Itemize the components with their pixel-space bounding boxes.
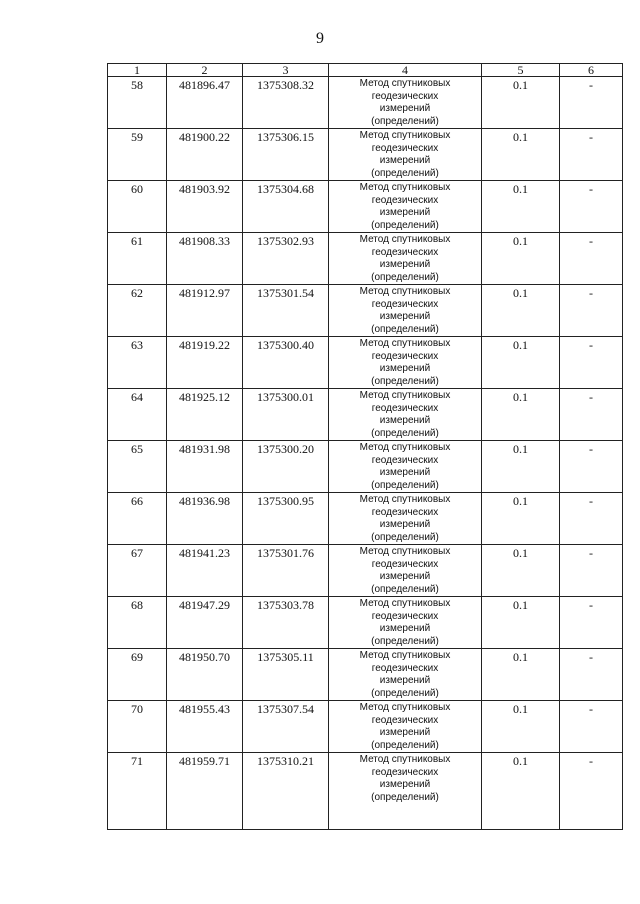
y-coordinate-cell (243, 597, 329, 649)
note-cell-text: - (589, 598, 593, 612)
method-line: Метод спутниковых (359, 78, 451, 89)
method-line: (определений) (371, 479, 439, 491)
method-line: Метод спутниковых (359, 754, 451, 765)
point-number-cell (108, 545, 167, 597)
note-cell (560, 493, 623, 545)
method-cell (329, 753, 482, 830)
note-cell (560, 701, 623, 753)
y-coordinate-cell-text: 1375300.01 (257, 390, 314, 404)
table-row (108, 597, 623, 649)
point-number-cell-text: 62 (131, 286, 143, 300)
method-line: Метод спутниковых (359, 494, 451, 505)
point-number-cell (108, 77, 167, 129)
accuracy-cell (482, 649, 560, 701)
x-coordinate-cell (167, 233, 243, 285)
header-cell-5: 5 (482, 64, 560, 77)
point-number-cell (108, 337, 167, 389)
method-line: измерений (379, 519, 431, 530)
method-line: измерений (379, 155, 431, 166)
point-number-cell (108, 597, 167, 649)
accuracy-cell (482, 77, 560, 129)
method-cell (329, 337, 482, 389)
method-cell (329, 701, 482, 753)
y-coordinate-cell-text: 1375310.21 (257, 754, 314, 768)
accuracy-cell-text: 0.1 (513, 650, 528, 664)
x-coordinate-cell (167, 649, 243, 701)
x-coordinate-cell-text: 481931.98 (179, 442, 230, 456)
x-coordinate-cell (167, 441, 243, 493)
y-coordinate-cell (243, 285, 329, 337)
accuracy-cell (482, 597, 560, 649)
method-line: Метод спутниковых (359, 286, 451, 297)
note-cell-text: - (589, 338, 593, 352)
x-coordinate-cell-text: 481896.47 (179, 78, 230, 92)
method-line: геодезических (371, 714, 439, 726)
method-line: (определений) (371, 531, 439, 543)
method-line: геодезических (371, 142, 439, 154)
note-cell-text: - (589, 442, 593, 456)
accuracy-cell-text: 0.1 (513, 338, 528, 352)
header-cell-6: 6 (560, 64, 623, 77)
note-cell (560, 285, 623, 337)
note-cell (560, 233, 623, 285)
method-line: Метод спутниковых (359, 390, 451, 401)
table-row (108, 233, 623, 285)
accuracy-cell-text: 0.1 (513, 78, 528, 92)
y-coordinate-cell-text: 1375304.68 (257, 182, 314, 196)
accuracy-cell-text: 0.1 (513, 390, 528, 404)
y-coordinate-cell (243, 389, 329, 441)
note-cell-text: - (589, 546, 593, 560)
accuracy-cell (482, 337, 560, 389)
accuracy-cell (482, 701, 560, 753)
method-line: (определений) (371, 635, 439, 647)
note-cell-text: - (589, 754, 593, 768)
table-row (108, 389, 623, 441)
x-coordinate-cell (167, 285, 243, 337)
x-coordinate-cell (167, 597, 243, 649)
method-cell (329, 181, 482, 233)
point-number-cell (108, 701, 167, 753)
table-row (108, 649, 623, 701)
y-coordinate-cell-text: 1375300.40 (257, 338, 314, 352)
x-coordinate-cell-text: 481959.71 (179, 754, 230, 768)
note-cell (560, 545, 623, 597)
y-coordinate-cell (243, 77, 329, 129)
method-line: геодезических (371, 246, 439, 258)
method-line: (определений) (371, 115, 439, 127)
accuracy-cell-text: 0.1 (513, 234, 528, 248)
method-cell (329, 77, 482, 129)
note-cell-text: - (589, 650, 593, 664)
method-line: Метод спутниковых (359, 338, 451, 349)
method-line: Метод спутниковых (359, 702, 451, 713)
x-coordinate-cell (167, 753, 243, 830)
y-coordinate-cell (243, 129, 329, 181)
table-row (108, 701, 623, 753)
point-number-cell (108, 493, 167, 545)
table-row (108, 545, 623, 597)
note-cell-text: - (589, 286, 593, 300)
accuracy-cell (482, 285, 560, 337)
note-cell-text: - (589, 130, 593, 144)
x-coordinate-cell-text: 481936.98 (179, 494, 230, 508)
note-cell-text: - (589, 78, 593, 92)
table-row (108, 441, 623, 493)
point-number-cell-text: 63 (131, 338, 143, 352)
header-cell-1: 1 (108, 64, 167, 77)
method-line: (определений) (371, 375, 439, 387)
accuracy-cell (482, 441, 560, 493)
method-line: измерений (379, 311, 431, 322)
x-coordinate-cell-text: 481919.22 (179, 338, 230, 352)
accuracy-cell-text: 0.1 (513, 286, 528, 300)
method-line: (определений) (371, 271, 439, 283)
method-line: измерений (379, 415, 431, 426)
note-cell (560, 753, 623, 830)
accuracy-cell (482, 493, 560, 545)
method-line: измерений (379, 207, 431, 218)
table-row (108, 77, 623, 129)
x-coordinate-cell-text: 481947.29 (179, 598, 230, 612)
y-coordinate-cell-text: 1375305.11 (257, 650, 314, 664)
method-cell (329, 597, 482, 649)
y-coordinate-cell (243, 441, 329, 493)
point-number-cell (108, 753, 167, 830)
method-line: Метод спутниковых (359, 546, 451, 557)
method-cell (329, 441, 482, 493)
method-line: Метод спутниковых (359, 598, 451, 609)
y-coordinate-cell (243, 233, 329, 285)
method-line: геодезических (371, 610, 439, 622)
method-cell (329, 649, 482, 701)
method-line: геодезических (371, 298, 439, 310)
method-line: Метод спутниковых (359, 130, 451, 141)
method-line: геодезических (371, 558, 439, 570)
method-line: (определений) (371, 219, 439, 231)
accuracy-cell-text: 0.1 (513, 702, 528, 716)
y-coordinate-cell-text: 1375302.93 (257, 234, 314, 248)
table-header-row (108, 64, 623, 77)
y-coordinate-cell-text: 1375301.54 (257, 286, 314, 300)
note-cell-text: - (589, 234, 593, 248)
y-coordinate-cell-text: 1375300.20 (257, 442, 314, 456)
method-line: измерений (379, 675, 431, 686)
method-line: геодезических (371, 506, 439, 518)
method-line: измерений (379, 103, 431, 114)
note-cell (560, 181, 623, 233)
point-number-cell (108, 129, 167, 181)
method-line: геодезических (371, 90, 439, 102)
accuracy-cell-text: 0.1 (513, 494, 528, 508)
y-coordinate-cell (243, 181, 329, 233)
point-number-cell-text: 70 (131, 702, 143, 716)
method-line: измерений (379, 259, 431, 270)
method-line: (определений) (371, 791, 439, 803)
accuracy-cell (482, 181, 560, 233)
method-line: Метод спутниковых (359, 650, 451, 661)
point-number-cell-text: 69 (131, 650, 143, 664)
header-cell-3: 3 (243, 64, 329, 77)
point-number-cell-text: 67 (131, 546, 143, 560)
accuracy-cell-text: 0.1 (513, 182, 528, 196)
x-coordinate-cell-text: 481900.22 (179, 130, 230, 144)
y-coordinate-cell-text: 1375300.95 (257, 494, 314, 508)
point-number-cell-text: 71 (131, 754, 143, 768)
y-coordinate-cell (243, 493, 329, 545)
point-number-cell-text: 68 (131, 598, 143, 612)
method-line: геодезических (371, 194, 439, 206)
note-cell (560, 597, 623, 649)
x-coordinate-cell-text: 481950.70 (179, 650, 230, 664)
method-line: измерений (379, 363, 431, 374)
table-row (108, 129, 623, 181)
method-cell (329, 493, 482, 545)
y-coordinate-cell (243, 337, 329, 389)
method-line: геодезических (371, 766, 439, 778)
note-cell (560, 129, 623, 181)
header-cell-4: 4 (329, 64, 482, 77)
x-coordinate-cell-text: 481925.12 (179, 390, 230, 404)
point-number-cell (108, 389, 167, 441)
accuracy-cell-text: 0.1 (513, 442, 528, 456)
y-coordinate-cell (243, 545, 329, 597)
table-row (108, 285, 623, 337)
method-line: (определений) (371, 427, 439, 439)
x-coordinate-cell (167, 129, 243, 181)
method-line: Метод спутниковых (359, 182, 451, 193)
note-cell-text: - (589, 494, 593, 508)
x-coordinate-cell (167, 389, 243, 441)
accuracy-cell-text: 0.1 (513, 130, 528, 144)
y-coordinate-cell-text: 1375306.15 (257, 130, 314, 144)
y-coordinate-cell-text: 1375307.54 (257, 702, 314, 716)
y-coordinate-cell-text: 1375301.76 (257, 546, 314, 560)
point-number-cell (108, 233, 167, 285)
accuracy-cell (482, 389, 560, 441)
method-line: Метод спутниковых (359, 442, 451, 453)
x-coordinate-cell (167, 181, 243, 233)
x-coordinate-cell-text: 481941.23 (179, 546, 230, 560)
method-line: (определений) (371, 739, 439, 751)
method-cell (329, 129, 482, 181)
page-number: 9 (316, 30, 324, 47)
table-row (108, 493, 623, 545)
note-cell (560, 649, 623, 701)
method-line: (определений) (371, 167, 439, 179)
note-cell (560, 441, 623, 493)
point-number-cell-text: 59 (131, 130, 143, 144)
y-coordinate-cell (243, 753, 329, 830)
table-row (108, 181, 623, 233)
accuracy-cell (482, 129, 560, 181)
y-coordinate-cell-text: 1375303.78 (257, 598, 314, 612)
x-coordinate-cell (167, 337, 243, 389)
x-coordinate-cell (167, 701, 243, 753)
point-number-cell (108, 649, 167, 701)
method-line: геодезических (371, 454, 439, 466)
method-line: (определений) (371, 583, 439, 595)
accuracy-cell (482, 233, 560, 285)
accuracy-cell-text: 0.1 (513, 754, 528, 768)
accuracy-cell-text: 0.1 (513, 598, 528, 612)
method-line: измерений (379, 467, 431, 478)
point-number-cell-text: 64 (131, 390, 143, 404)
method-cell (329, 389, 482, 441)
point-number-cell (108, 181, 167, 233)
y-coordinate-cell-text: 1375308.32 (257, 78, 314, 92)
method-cell (329, 545, 482, 597)
point-number-cell-text: 66 (131, 494, 143, 508)
table-row (108, 753, 623, 830)
accuracy-cell-text: 0.1 (513, 546, 528, 560)
x-coordinate-cell-text: 481908.33 (179, 234, 230, 248)
point-number-cell-text: 61 (131, 234, 143, 248)
method-cell (329, 233, 482, 285)
note-cell-text: - (589, 182, 593, 196)
accuracy-cell (482, 753, 560, 830)
point-number-cell-text: 65 (131, 442, 143, 456)
method-line: (определений) (371, 323, 439, 335)
header-cell-2: 2 (167, 64, 243, 77)
x-coordinate-cell-text: 481903.92 (179, 182, 230, 196)
table-row (108, 337, 623, 389)
method-line: геодезических (371, 662, 439, 674)
point-number-cell (108, 441, 167, 493)
coordinates-table-body (108, 64, 623, 830)
method-line: измерений (379, 571, 431, 582)
method-line: (определений) (371, 687, 439, 699)
method-cell (329, 285, 482, 337)
point-number-cell (108, 285, 167, 337)
x-coordinate-cell (167, 493, 243, 545)
note-cell (560, 337, 623, 389)
note-cell-text: - (589, 702, 593, 716)
y-coordinate-cell (243, 649, 329, 701)
method-line: измерений (379, 623, 431, 634)
note-cell (560, 77, 623, 129)
method-line: геодезических (371, 402, 439, 414)
method-line: геодезических (371, 350, 439, 362)
note-cell (560, 389, 623, 441)
point-number-cell-text: 58 (131, 78, 143, 92)
accuracy-cell (482, 545, 560, 597)
method-line: измерений (379, 727, 431, 738)
x-coordinate-cell (167, 77, 243, 129)
y-coordinate-cell (243, 701, 329, 753)
coordinates-table (107, 63, 623, 830)
note-cell-text: - (589, 390, 593, 404)
x-coordinate-cell-text: 481955.43 (179, 702, 230, 716)
method-line: измерений (379, 779, 431, 790)
point-number-cell-text: 60 (131, 182, 143, 196)
x-coordinate-cell-text: 481912.97 (179, 286, 230, 300)
x-coordinate-cell (167, 545, 243, 597)
method-line: Метод спутниковых (359, 234, 451, 245)
